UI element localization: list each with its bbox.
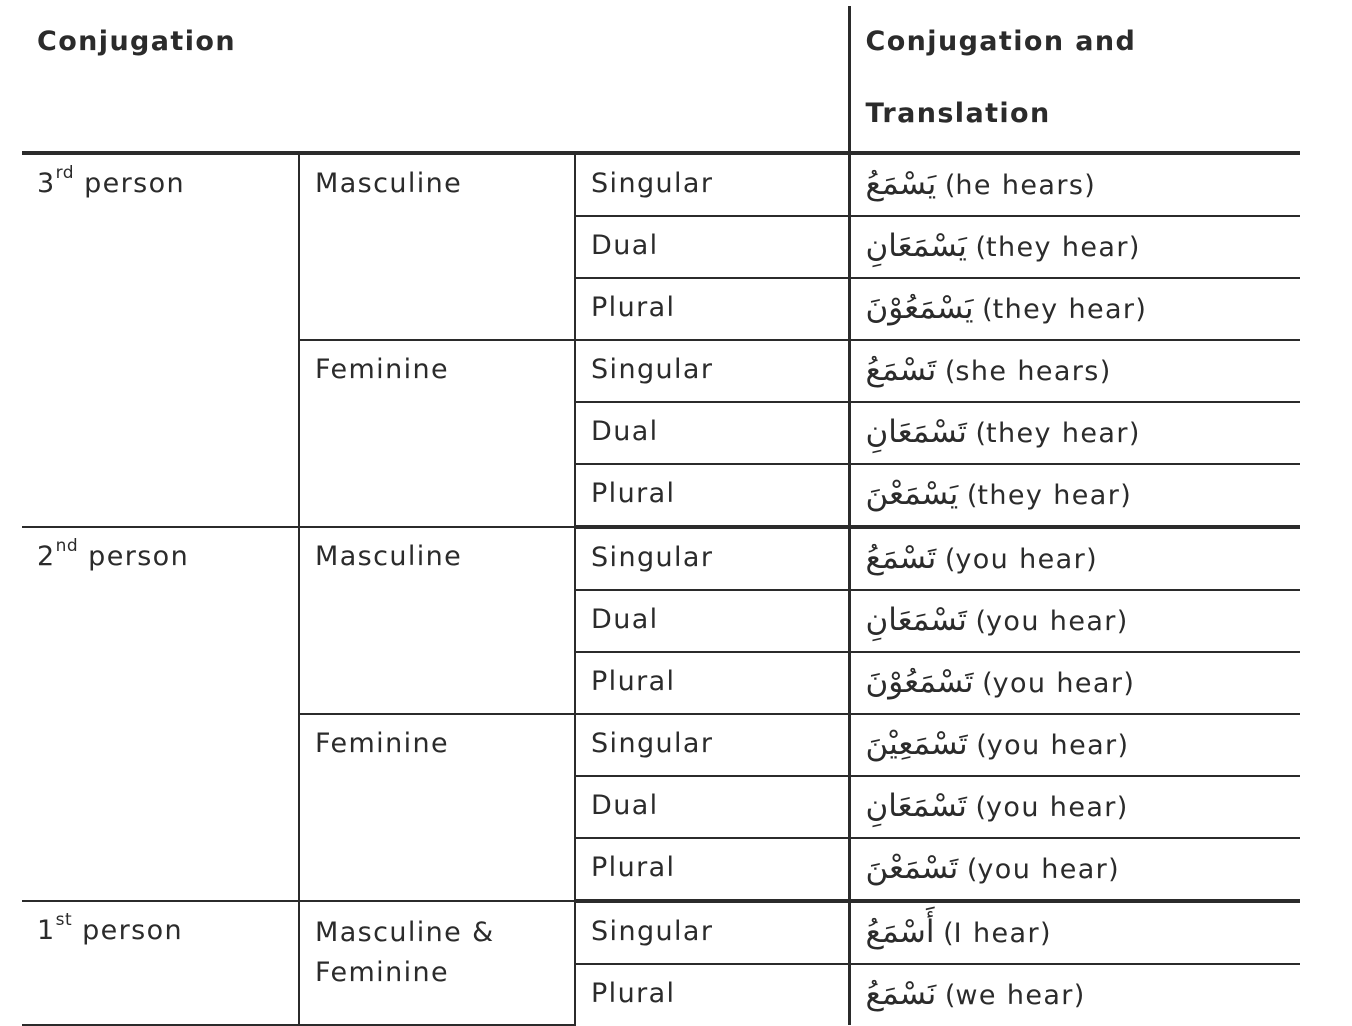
arabic-verb: تَسْمَعِيْنَ [865,726,968,762]
gender-cell-masculine: Masculine [299,153,575,340]
number-cell-dual: Dual [575,776,849,838]
number-cell-singular: Singular [575,153,849,216]
gender-cell-feminine: Feminine [299,340,575,527]
translation-text: (they hear) [982,294,1146,325]
translation-text: (she hears) [944,356,1111,387]
arabic-verb: تَسْمَعْنَ [865,850,959,886]
conjugation-table [22,6,1300,1026]
translation-text: (you hear) [966,854,1119,885]
table-row [22,901,1300,964]
translation-cell [849,590,1300,652]
gender-cell-feminine: Feminine [299,714,575,901]
arabic-verb: نَسْمَعُ [865,976,937,1012]
person-ordinal-suffix: rd [55,163,75,183]
person-cell-1st [22,901,299,1025]
header-row [22,6,1300,153]
number-cell-plural: Plural [575,278,849,340]
translation-text: (you hear) [975,606,1128,637]
person-ordinal-suffix: nd [55,536,79,556]
person-cell-3rd [22,153,299,527]
person-label: person [82,915,184,946]
number-cell-dual: Dual [575,402,849,464]
translation-text: (you hear) [982,668,1134,699]
number-cell-dual: Dual [575,216,849,278]
number-cell-dual: Dual [575,590,849,652]
table-row [22,153,1300,216]
translation-text: (they hear) [975,232,1140,263]
number-cell-plural: Plural [575,464,849,527]
arabic-verb: يَسْمَعْنَ [865,476,959,512]
translation-cell [849,901,1300,964]
arabic-verb: تَسْمَعَانِ [865,414,967,450]
translation-cell [849,714,1300,776]
translation-cell [849,153,1300,216]
person-label: person [88,541,190,572]
translation-cell [849,402,1300,464]
arabic-verb: تَسْمَعَانِ [865,788,967,824]
translation-cell [849,216,1300,278]
number-cell-singular: Singular [575,714,849,776]
arabic-verb: تَسْمَعُ [865,352,937,388]
translation-text: (you hear) [944,544,1097,575]
number-cell-plural: Plural [575,964,849,1025]
number-cell-plural: Plural [575,652,849,714]
arabic-verb: تَسْمَعَانِ [865,602,967,638]
arabic-verb: تَسْمَعُوْنَ [865,664,974,700]
translation-text: (you hear) [976,730,1129,761]
gender-cell-masculine-feminine: Masculine & Feminine [299,901,575,1025]
translation-cell [849,340,1300,402]
arabic-verb: يَسْمَعَانِ [865,228,967,264]
arabic-verb: يَسْمَعُ [865,166,937,202]
person-number: 3 [37,168,56,199]
translation-cell [849,652,1300,714]
number-cell-singular: Singular [575,340,849,402]
translation-text: (I hear) [943,918,1051,949]
conjugation-header: Conjugation [22,6,849,153]
conjugation-translation-header: Conjugation and Translation [849,6,1300,153]
person-cell-2nd [22,527,299,901]
arabic-verb: يَسْمَعُوْنَ [865,290,974,326]
translation-cell [849,464,1300,527]
translation-cell [849,776,1300,838]
translation-text: (they hear) [975,418,1140,449]
arabic-verb: تَسْمَعُ [865,540,937,576]
translation-cell [849,964,1300,1025]
translation-text: (they hear) [966,480,1131,511]
translation-cell [849,838,1300,901]
arabic-verb: أَسْمَعُ [865,914,935,950]
person-number: 2 [37,541,56,572]
person-number: 1 [37,915,56,946]
person-ordinal-suffix: st [55,910,73,930]
table-row [22,527,1300,590]
translation-text: (you hear) [975,792,1128,823]
person-label: person [84,168,186,199]
translation-text: (he hears) [944,170,1095,201]
translation-cell [849,278,1300,340]
number-cell-plural: Plural [575,838,849,901]
translation-text: (we hear) [944,980,1085,1011]
number-cell-singular: Singular [575,901,849,964]
translation-cell [849,527,1300,590]
gender-cell-masculine: Masculine [299,527,575,714]
number-cell-singular: Singular [575,527,849,590]
